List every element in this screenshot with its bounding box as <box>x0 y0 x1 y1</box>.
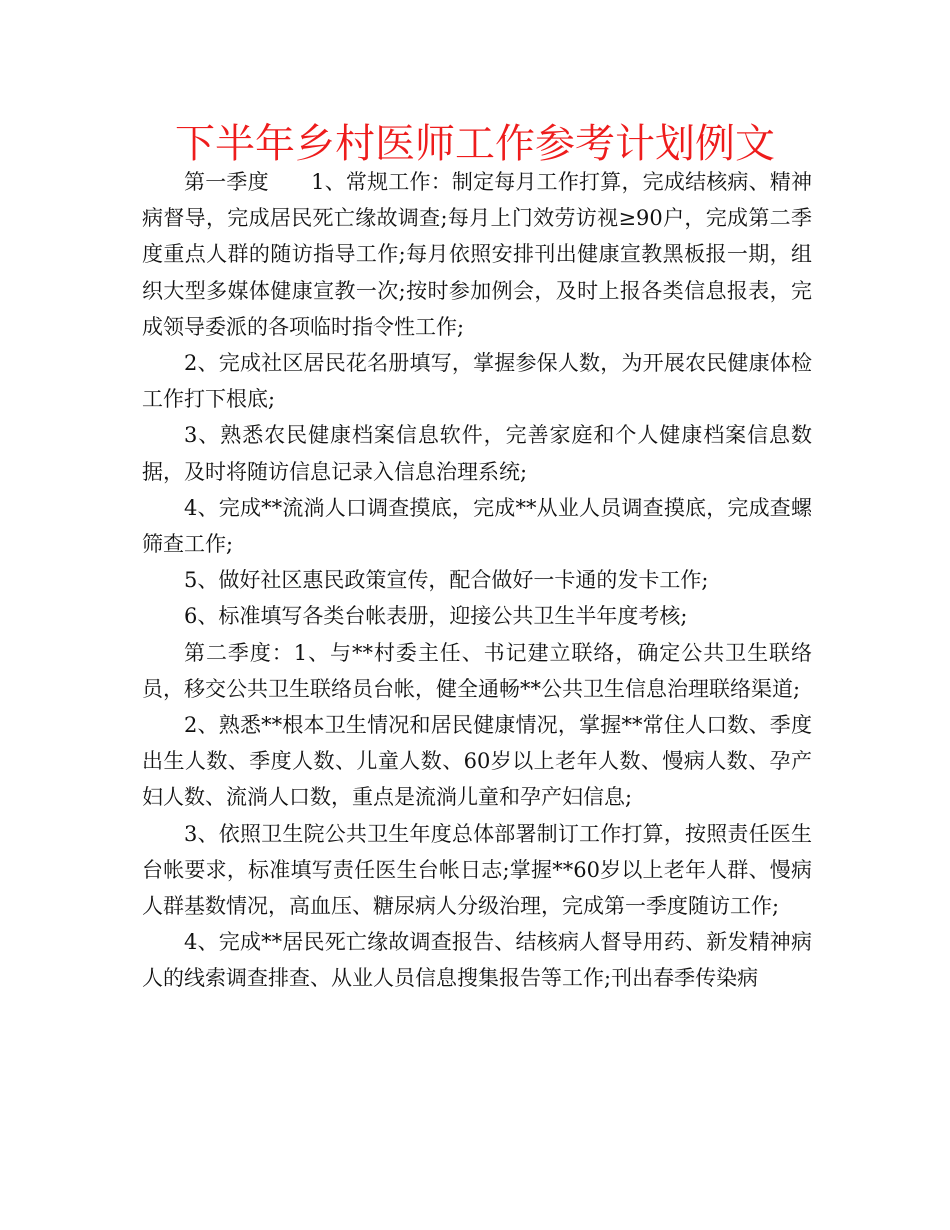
document-body <box>142 164 812 997</box>
paragraph: 6、标准填写各类台帐表册，迎接公共卫生半年度考核; <box>184 604 688 629</box>
paragraph: 3、熟悉农民健康档案信息软件，完善家庭和个人健康档案信息数据，及时将随访信息记录入信息治理系统; <box>142 423 812 484</box>
paragraph: 2、熟悉**根本卫生情况和居民健康情况，掌握**常住人口数、季度出生人数、季度人数、儿童人数、60岁以上老年人数、慢病人数、孕产妇人数、流淌人口数，重点是流淌儿童和孕产妇信息; <box>142 713 812 810</box>
paragraph: 3、依照卫生院公共卫生年度总体部署制订工作打算，按照责任医生台帐要求，标准填写责任医生台帐日志;掌握**60岁以上老年人群、慢病人群基数情况，高血压、糖尿病人分级治理，完成第一季度随访工作; <box>142 821 812 919</box>
paragraph: 5、做好社区惠民政策宣传，配合做好一卡通的发卡工作; <box>184 568 709 593</box>
document-title: 下半年乡村医师工作参考计划例文 <box>175 121 775 167</box>
paragraph: 第二季度：1、与**村委主任、书记建立联络，确定公共卫生联络员，移交公共卫生联络员台帐，健全通畅**公共卫生信息治理联络渠道; <box>142 640 812 701</box>
paragraph: 2、完成社区居民花名册填写，掌握参保人数，为开展农民健康体检工作打下根底; <box>142 351 812 412</box>
paragraph: 4、完成**流淌人口调查摸底，完成**从业人员调查摸底，完成查螺筛查工作; <box>142 495 812 557</box>
paragraph: 4、完成**居民死亡缘故调查报告、结核病人督导用药、新发精神病人的线索调查排查、从业人员信息搜集报告等工作;刊出春季传染病 <box>142 930 812 991</box>
paragraph: 第一季度 1、常规工作：制定每月工作打算，完成结核病、精神病督导，完成居民死亡缘故调查;每月上门效劳访视≥90户，完成第二季度重点人群的随访指导工作;每月依照安排刊出健康宣教黑板报一期，组织大型多媒体健康宣教一次;按时参加例会，及时上报各类信息报表，完成领导委派的各项临时指令性工作; <box>142 170 812 339</box>
